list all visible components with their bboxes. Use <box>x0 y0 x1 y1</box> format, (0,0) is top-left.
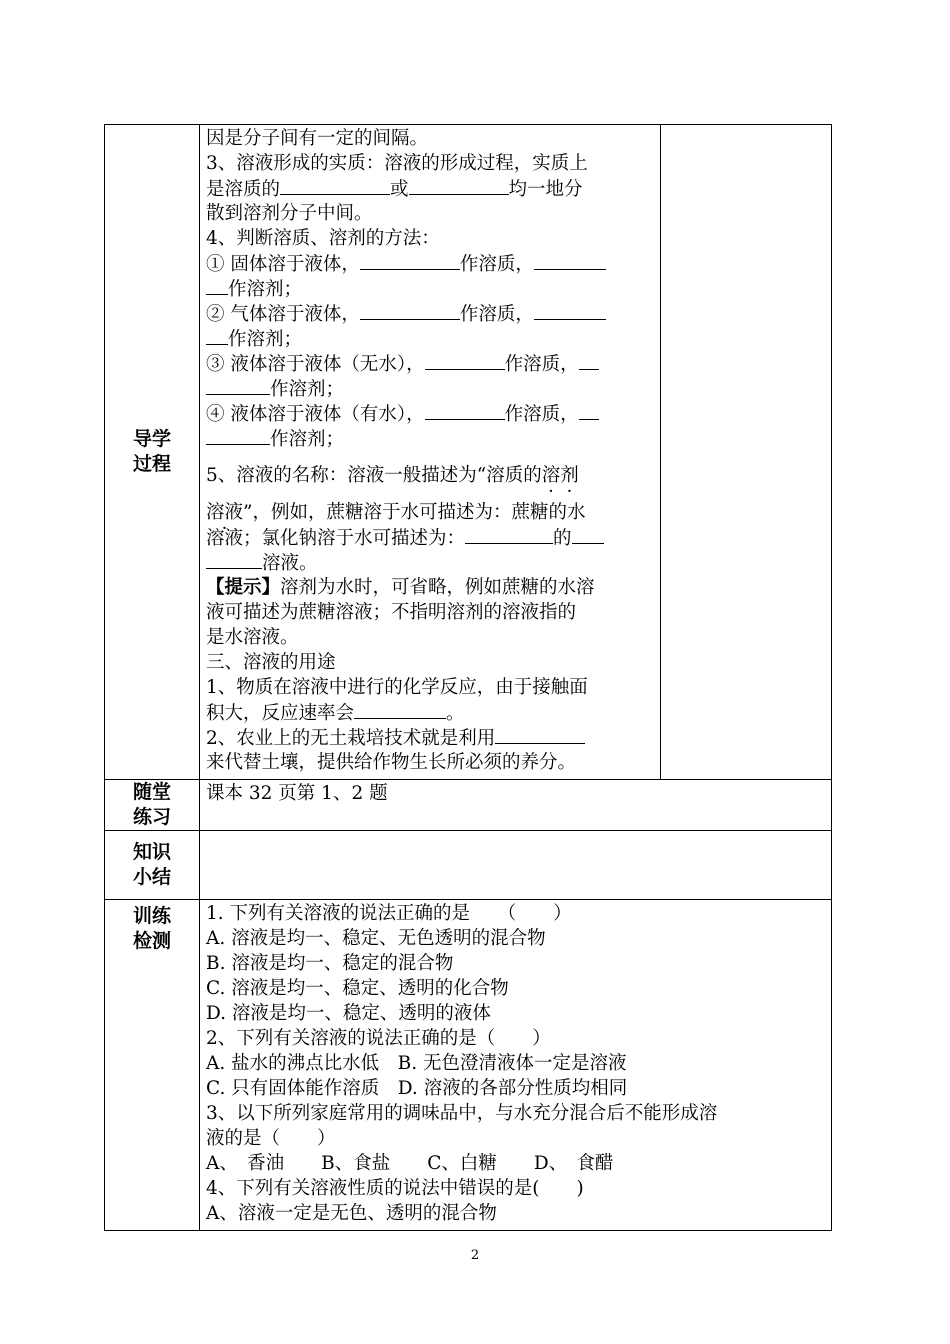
text-line: 5、溶液的名称：溶液一般描述为“溶质的溶剂 <box>206 465 579 486</box>
answer-blank <box>425 351 505 370</box>
section-heading: 三、溶液的用途 <box>206 652 336 673</box>
page-number: 2 <box>470 1248 480 1263</box>
text-line: ③ 液体溶于液体（无水）， 作溶质， <box>206 351 656 376</box>
text-line: 溶液；氯化钠溶于水可描述为： 的 <box>206 525 656 550</box>
text-line: 作溶剂； <box>206 326 656 351</box>
text-line: 4、判断溶质、溶剂的方法： <box>206 228 440 249</box>
text-line: 2、农业上的无土栽培技术就是利用 <box>206 725 656 750</box>
text-line: 是溶质的 或 均一地分 <box>206 176 656 201</box>
test-label-line1: 训练 <box>132 905 171 927</box>
practice-label <box>105 780 200 831</box>
answer-blank <box>534 301 606 320</box>
summary-label <box>105 831 200 900</box>
text-line: 1、物质在溶液中进行的化学反应，由于接触面 <box>206 677 588 698</box>
guide-label-line1: 导学 <box>132 428 171 450</box>
answer-blank <box>465 525 553 544</box>
test-label-line2: 检测 <box>132 930 171 952</box>
text-line: 3、溶液形成的实质：溶液的形成过程，实质上 <box>206 153 588 174</box>
lesson-table <box>104 124 832 1231</box>
answer-blank <box>206 276 228 295</box>
option: A. 溶液是均一、稳定、无色透明的混合物 <box>206 928 546 949</box>
answer-blank <box>206 376 270 395</box>
answer-blank <box>579 351 599 370</box>
text-line: 液可描述为蔗糖溶液；不指明溶剂的溶液指的 <box>206 602 577 623</box>
question: 1. 下列有关溶液的说法正确的是 （ ） <box>206 903 572 924</box>
practice-row <box>105 780 832 831</box>
summary-label-line2: 小结 <box>132 866 171 888</box>
answer-blank <box>360 301 460 320</box>
practice-content <box>200 780 832 831</box>
text-line: 积大，反应速率会 。 <box>206 700 656 725</box>
answer-blank <box>579 401 599 420</box>
tip-line: 【提示】溶剂为水时，可省略，例如蔗糖的水溶 <box>206 577 595 598</box>
notes-column <box>661 125 832 780</box>
text-line: ① 固体溶于液体， 作溶质， <box>206 251 656 276</box>
guide-row <box>105 125 832 780</box>
text-line: 作溶剂； <box>206 426 656 451</box>
option: D. 溶液是均一、稳定、透明的液体 <box>206 1003 491 1024</box>
option: A、溶液一定是无色、透明的混合物 <box>206 1203 497 1224</box>
answer-blank <box>409 176 509 195</box>
text-line: ② 气体溶于液体， 作溶质， <box>206 301 656 326</box>
text-line: 溶液”，例如，蔗糖溶于水可描述为：蔗糖的水 <box>206 502 586 523</box>
text-line: 因是分子间有一定的间隔。 <box>206 128 429 149</box>
text-line: ④ 液体溶于液体（有水）， 作溶质， <box>206 401 656 426</box>
text-line: 溶液。 <box>206 550 656 575</box>
answer-blank <box>572 525 604 544</box>
test-label <box>105 900 200 1231</box>
answer-blank <box>425 401 505 420</box>
summary-row <box>105 831 832 900</box>
option: A. 盐水的沸点比水低 B. 无色澄清液体一定是溶液 <box>206 1053 627 1074</box>
answer-blank <box>206 326 228 345</box>
guide-content <box>200 125 661 780</box>
answer-blank <box>206 550 262 569</box>
question: 液的是（ ） <box>206 1128 336 1149</box>
test-row <box>105 900 832 1231</box>
text-line: 来代替土壤，提供给作物生长所必须的养分。 <box>206 752 577 773</box>
practice-label-line2: 练习 <box>132 806 171 828</box>
guide-label <box>105 125 200 780</box>
answer-blank <box>360 251 460 270</box>
summary-label-line1: 知识 <box>132 841 171 863</box>
summary-content <box>200 831 832 900</box>
text-line: 作溶剂； <box>206 376 656 401</box>
option: B. 溶液是均一、稳定的混合物 <box>206 953 454 974</box>
test-content <box>200 900 832 1231</box>
text-line: 作溶剂； <box>206 276 656 301</box>
question: 2、下列有关溶液的说法正确的是（ ） <box>206 1028 551 1049</box>
answer-blank <box>534 251 606 270</box>
answer-blank <box>280 176 390 195</box>
answer-blank <box>495 725 585 744</box>
answer-blank <box>354 700 446 719</box>
text-line: 散到溶剂分子中间。 <box>206 203 373 224</box>
practice-text: 课本 32 页第 1、2 题 <box>206 783 388 804</box>
text-line: 是水溶液。 <box>206 627 299 648</box>
question: 3、以下所列家庭常用的调味品中，与水充分混合后不能形成溶 <box>206 1103 718 1124</box>
answer-blank <box>206 426 270 445</box>
option: C. 溶液是均一、稳定、透明的化合物 <box>206 978 509 999</box>
guide-label-line2: 过程 <box>132 453 171 475</box>
question: 4、下列有关溶液性质的说法中错误的是( ) <box>206 1178 584 1199</box>
option: A、 香油 B、食盐 C、白糖 D、 食醋 <box>206 1153 614 1174</box>
practice-label-line1: 随堂 <box>132 781 171 803</box>
option: C. 只有固体能作溶质 D. 溶液的各部分性质均相同 <box>206 1078 628 1099</box>
